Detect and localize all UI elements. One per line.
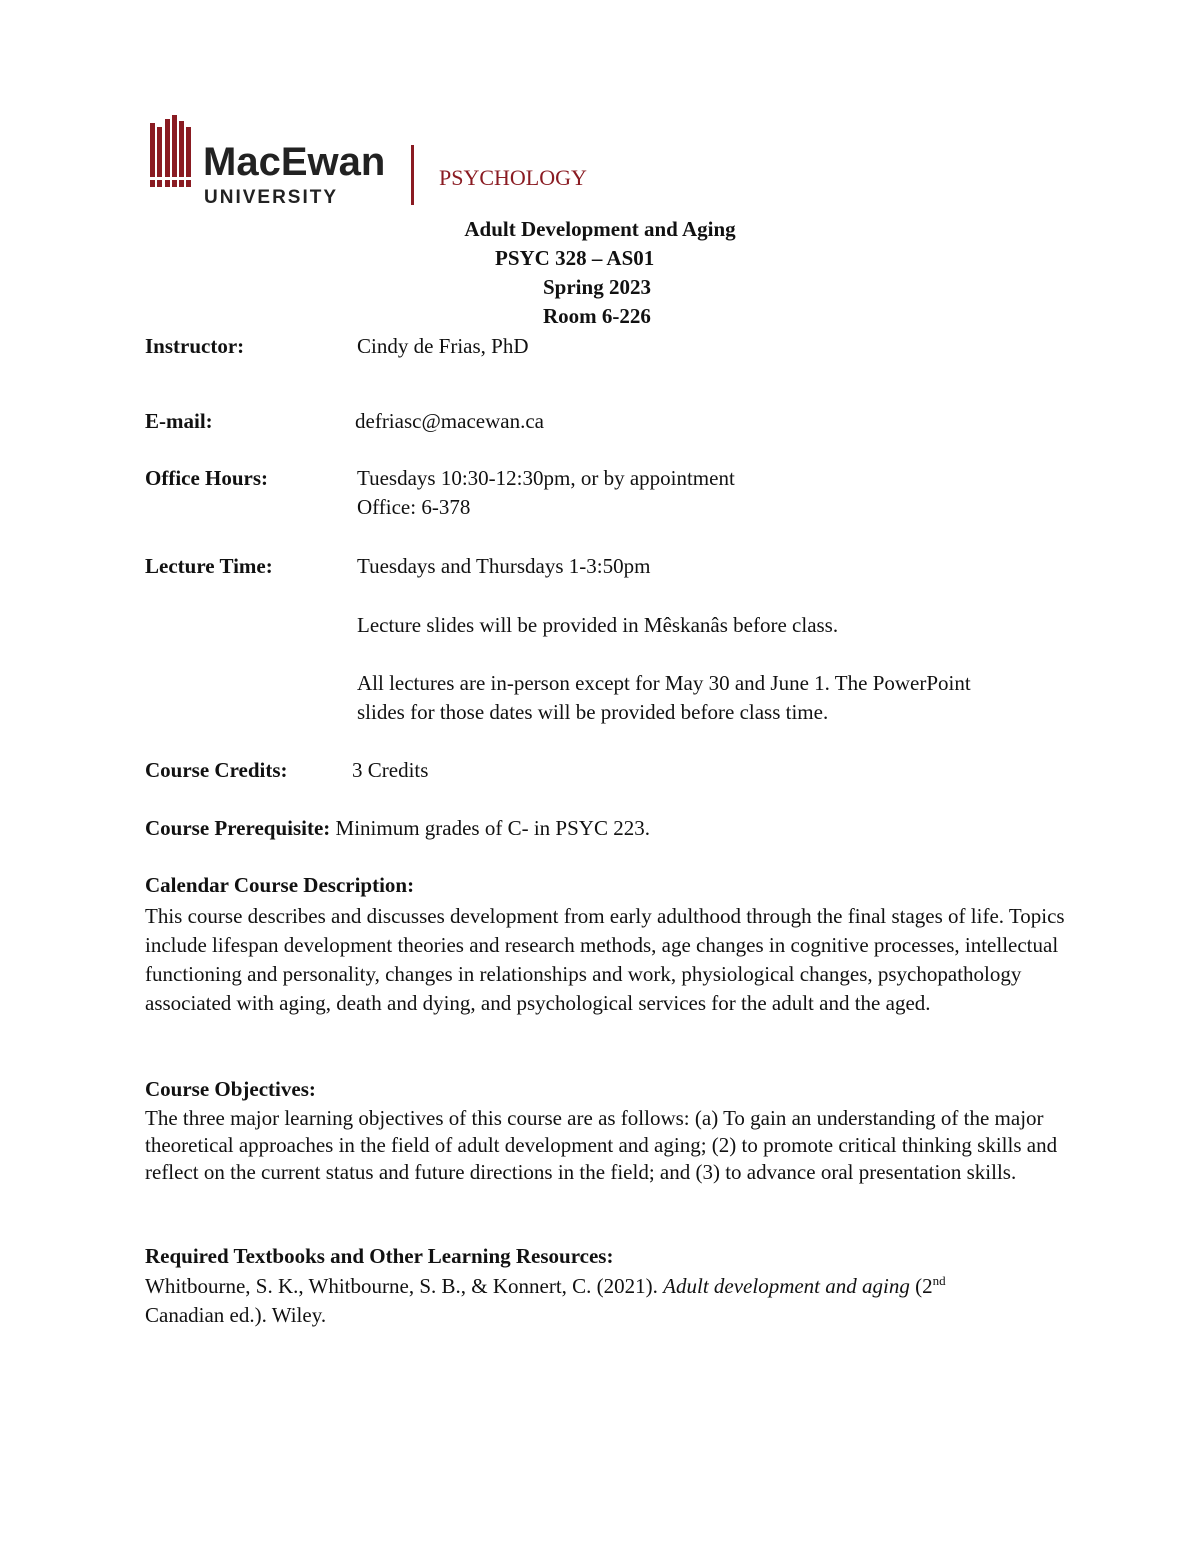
logo-subtitle: UNIVERSITY	[204, 187, 339, 208]
description-text: This course describes and discusses development from early adulthood through the final stages of life. Topics include lifespan development theories and research methods, age changes in cognitive processes, intellectual functioning and personality, changes in relationships and work, physiological changes, psychopathology associated with aging, death and dying, and psychological services for the adult and the aged.	[145, 904, 1065, 1015]
prerequisite-row	[145, 816, 650, 841]
prerequisite-value: Minimum grades of C- in PSYC 223.	[335, 816, 650, 840]
lecture-inperson-note-line2: slides for those dates will be provided before class time.	[357, 700, 829, 724]
lecture-time-label: Lecture Time:	[145, 554, 273, 578]
lecture-time-value: Tuesdays and Thursdays 1-3:50pm	[357, 554, 651, 578]
objectives-text: The three major learning objectives of this course are as follows: (a) To gain an understanding of the major theoretical approaches in the field of adult development and aging; (2) to promote critical thinking skills and reflect on the current status and future directions in the field; and (3) to advance oral presentation skills.	[145, 1106, 1058, 1184]
citation-authors: Whitbourne, S. K., Whitbourne, S. B., & Konnert, C. (2021).	[145, 1274, 664, 1298]
lecture-inperson-note-line1: All lectures are in-person except for May 30 and June 1. The PowerPoint	[357, 671, 971, 695]
instructor-label: Instructor:	[145, 334, 245, 358]
citation-edition-sup: nd	[932, 1273, 946, 1288]
macewan-psychology-logo	[148, 115, 598, 210]
logo-wordmark: MacEwan	[203, 140, 386, 184]
resources-heading: Required Textbooks and Other Learning Resources:	[145, 1244, 614, 1268]
department-name: PSYCHOLOGY	[439, 165, 587, 190]
textbook-citation-line1	[145, 1274, 946, 1299]
instructor-value: Cindy de Frias, PhD	[357, 334, 529, 358]
credits-label: Course Credits:	[145, 758, 288, 782]
citation-edition: (2	[909, 1274, 933, 1298]
description-heading: Calendar Course Description:	[145, 873, 415, 897]
course-title: Adult Development and Aging	[464, 217, 736, 241]
office-hours-value: Tuesdays 10:30-12:30pm, or by appointment	[357, 466, 735, 490]
credits-value: 3 Credits	[352, 758, 429, 782]
course-code: PSYC 328 – AS01	[495, 246, 655, 270]
lecture-slides-note: Lecture slides will be provided in Mêskanâs before class.	[357, 613, 839, 637]
email-label: E-mail:	[145, 409, 213, 433]
office-hours-label: Office Hours:	[145, 466, 269, 490]
office-location: Office: 6-378	[357, 495, 471, 519]
logo-bars-icon	[148, 115, 193, 187]
objectives-heading: Course Objectives:	[145, 1077, 316, 1101]
textbook-citation-line2: Canadian ed.). Wiley.	[145, 1303, 327, 1327]
prerequisite-label: Course Prerequisite:	[145, 816, 331, 840]
course-room: Room 6-226	[543, 304, 651, 328]
course-term: Spring 2023	[543, 275, 651, 299]
logo-divider	[411, 145, 414, 205]
email-value[interactable]: defriasc@macewan.ca	[355, 409, 544, 433]
citation-title: Adult development and aging	[663, 1274, 910, 1298]
